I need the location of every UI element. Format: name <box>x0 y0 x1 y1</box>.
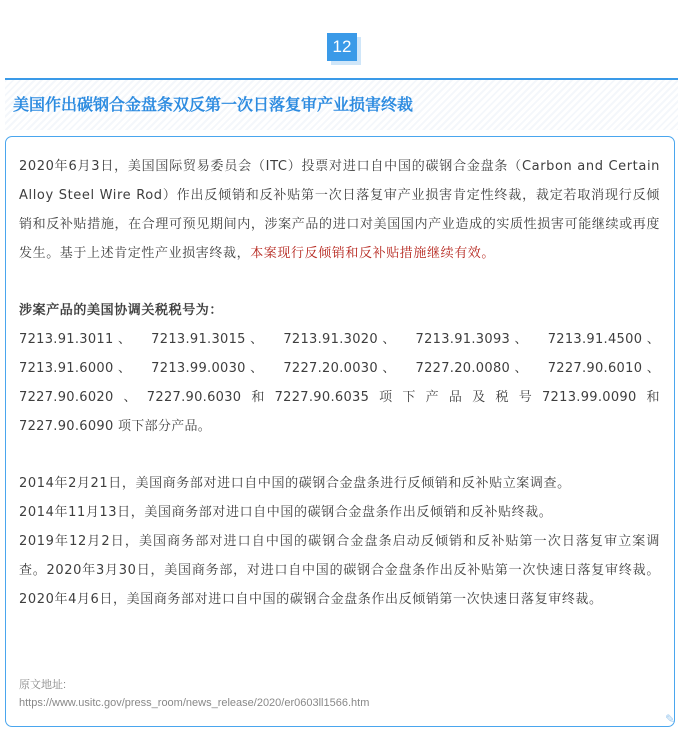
tariff-code: 7213.91.6000 、 <box>19 361 132 376</box>
tariff-heading: 涉案产品的美国协调关税税号为： <box>19 303 224 318</box>
paragraph-ruling <box>19 152 660 268</box>
tariff-code: 7227.20.0080 、 <box>415 361 528 376</box>
tariff-token: 7227.90.6020 <box>19 390 114 405</box>
tariff-token: 和 <box>251 390 265 405</box>
tariff-token: 下 <box>402 390 416 405</box>
tariff-line-1 <box>19 325 660 354</box>
tariff-token: 和 <box>646 390 660 405</box>
history-item: 2019年12月2日，美国商务部对进口自中国的碳钢合金盘条启动反倾销和反补贴第一次日落复审立案调查。2020年3月30日，美国商务部，对进口自中国的碳钢合金盘条作出反补贴第一次快速日落复审终裁。2020年4月6日，美国商务部对进口自中国的碳钢合金盘条作出反倾销第一次快速日落复审终裁。 <box>19 534 660 607</box>
tariff-code: 7213.91.3093 、 <box>415 332 528 347</box>
tariff-token: 号 <box>518 390 533 405</box>
tariff-token: 7227.90.6030 <box>146 390 242 405</box>
tariff-code: 7227.20.0030 、 <box>283 361 396 376</box>
corner-pen-icon: ✎ <box>665 712 676 726</box>
spacer <box>19 268 660 296</box>
badge-number: 12 <box>327 33 357 61</box>
tariff-token: 税 <box>495 390 509 405</box>
history-item: 2014年11月13日，美国商务部对进口自中国的碳钢合金盘条作出反倾销和反补贴终裁。 <box>19 505 553 520</box>
tariff-code: 7213.91.3015 、 <box>151 332 264 347</box>
tariff-line-3 <box>19 383 660 412</box>
tariff-token: 及 <box>472 390 486 405</box>
tariff-codes <box>19 325 660 441</box>
tariff-code: 7213.91.3011 、 <box>19 332 132 347</box>
article-title: 美国作出碳钢合金盘条双反第一次日落复审产业损害终裁 <box>13 95 414 114</box>
tariff-code: 7213.99.0030 、 <box>151 361 264 376</box>
number-badge <box>327 33 363 67</box>
tariff-line-4: 7227.90.6090 项下部分产品。 <box>19 419 212 434</box>
ruling-highlight: 本案现行反倾销和反补贴措施继续有效。 <box>250 246 496 261</box>
tariff-token: 项 <box>379 390 393 405</box>
tariff-code: 7213.91.3020 、 <box>283 332 396 347</box>
source-label: 原文地址: <box>19 679 67 691</box>
ruling-text: 2020年6月3日，美国国际贸易委员会（ITC）投票对进口自中国的碳钢合金盘条（Carbon and Certain Alloy Steel Wire Rod）作出反倾销和反补贴第一次日落复审产业损害肯定性终裁，裁定若取消现行反倾销和反补贴措施，在合理可预见期间内，涉案产品的进口对美国国内产业造成的实质性损害可能继续或再度发生。基于上述肯定性产业损害终裁， <box>19 159 660 261</box>
tariff-code: 7213.91.4500 、 <box>547 332 660 347</box>
tariff-line-2 <box>19 354 660 383</box>
article-body <box>19 152 660 614</box>
source-url-link[interactable]: https://www.usitc.gov/press_room/news_release/2020/er0603ll1566.htm <box>19 697 370 709</box>
tariff-token: 7213.99.0090 <box>541 390 637 405</box>
tariff-token: 品 <box>448 390 463 405</box>
tariff-token: 产 <box>425 390 439 405</box>
tariff-token: 、 <box>123 390 137 405</box>
tariff-code: 7227.90.6010 、 <box>547 361 660 376</box>
tariff-token: 7227.90.6035 <box>274 390 370 405</box>
history-item: 2014年2月21日，美国商务部对进口自中国的碳钢合金盘条进行反倾销和反补贴立案调查。 <box>19 476 571 491</box>
spacer <box>19 441 660 469</box>
